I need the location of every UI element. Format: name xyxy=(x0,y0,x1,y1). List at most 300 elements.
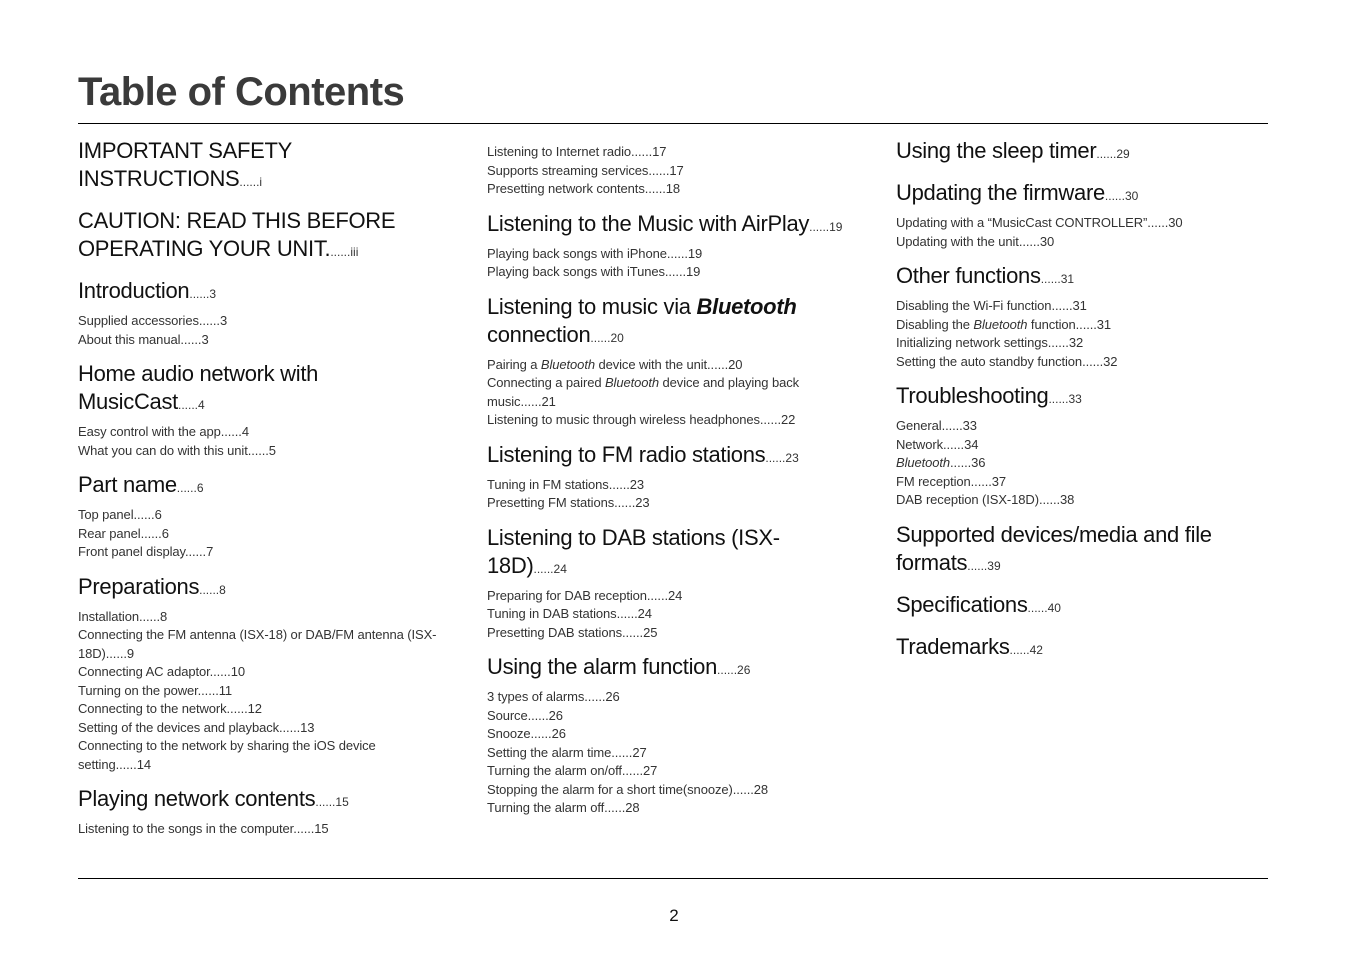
subsection-page-number: 32 xyxy=(1068,335,1084,350)
subsection-text: Setting the alarm time xyxy=(487,744,612,760)
subsection-page-number: 17 xyxy=(669,162,684,178)
subsection-page-number: 19 xyxy=(687,245,703,261)
leader-dots: ...... xyxy=(115,756,137,772)
subsection-page-number: 31 xyxy=(1096,316,1112,332)
subsection-list xyxy=(487,587,857,643)
section-page-number: 26 xyxy=(737,663,751,677)
leader-dots: ...... xyxy=(209,664,231,679)
leader-dots: ...... xyxy=(1075,316,1097,332)
toc-section xyxy=(78,785,448,839)
section-title: Playing network contents xyxy=(78,786,316,811)
subsection-list xyxy=(487,476,857,513)
section-title: Part name xyxy=(78,472,177,497)
subsection-text: Presetting FM stations xyxy=(487,495,615,510)
leader-dots: ...... xyxy=(520,393,542,409)
section-heading-link[interactable] xyxy=(487,653,857,684)
subsection-link[interactable] xyxy=(487,624,857,643)
leader-dots: ...... xyxy=(614,495,636,510)
section-title: Listening to DAB stations (ISX-18D) xyxy=(487,524,780,578)
toc-section xyxy=(78,360,448,460)
subsection-page-number: 18 xyxy=(665,181,681,196)
subsection-link[interactable] xyxy=(896,436,1268,455)
subsection-link[interactable] xyxy=(487,245,857,264)
leader-dots: ...... xyxy=(666,245,688,261)
leader-dots: ...... xyxy=(279,719,301,735)
section-page-number: 40 xyxy=(1047,600,1061,615)
leader-dots: ...... xyxy=(527,707,549,723)
subsection-link[interactable] xyxy=(487,356,857,375)
section-heading-link[interactable] xyxy=(78,360,448,419)
section-title: Listening to music via xyxy=(487,293,691,319)
section-page-number: 29 xyxy=(1116,147,1130,161)
toc-section xyxy=(896,633,1268,664)
subsection-link[interactable] xyxy=(78,682,448,701)
subsection-link[interactable] xyxy=(487,587,857,606)
subsection-text: Playing back songs with iPhone xyxy=(487,245,667,261)
subsection-text: About this manual xyxy=(78,331,181,347)
section-title: Listening to the Music with AirPlay xyxy=(487,210,810,236)
section-title: Updating the firmware xyxy=(896,180,1105,205)
toc-section xyxy=(487,293,857,430)
subsection-link[interactable] xyxy=(896,473,1268,492)
leader-dots: ...... xyxy=(967,558,988,573)
subsection-list xyxy=(78,506,448,562)
subsection-link[interactable] xyxy=(487,744,857,763)
subsection-link[interactable] xyxy=(487,162,857,181)
subsection-text: Disabling the xyxy=(896,316,974,332)
subsection-text: Listening to Internet radio xyxy=(487,144,632,159)
subsection-link[interactable] xyxy=(896,417,1268,436)
leader-dots: ...... xyxy=(197,682,219,698)
leader-dots: ...... xyxy=(226,701,248,716)
section-title: Using the alarm function xyxy=(487,654,718,679)
section-page-number: 20 xyxy=(610,330,624,345)
section-page-number: iii xyxy=(350,245,359,259)
subsection-link[interactable] xyxy=(487,725,857,744)
subsection-page-number: 28 xyxy=(625,800,640,815)
toc-section xyxy=(78,277,448,349)
top-divider xyxy=(78,123,1268,124)
subsection-text: Connecting the FM antenna (ISX-18) or DAB/FM antenna (ISX-18D) xyxy=(78,627,437,661)
section-title: Using the sleep timer xyxy=(896,138,1097,163)
subsection-link[interactable] xyxy=(896,334,1268,353)
subsection-page-number: 15 xyxy=(314,821,329,836)
toc-section xyxy=(78,573,448,775)
leader-dots: ...... xyxy=(1048,392,1069,406)
section-heading-link[interactable] xyxy=(487,210,857,241)
leader-dots: ...... xyxy=(707,356,729,372)
subsection-page-number: 26 xyxy=(605,689,620,704)
subsection-link[interactable] xyxy=(896,353,1268,372)
leader-dots: ...... xyxy=(105,645,127,661)
toc-section xyxy=(78,471,448,562)
subsection-text: Disabling the Wi-Fi function xyxy=(896,298,1052,313)
leader-dots: ...... xyxy=(732,781,754,797)
leader-dots: ...... xyxy=(622,624,644,640)
subsection-text: Setting of the devices and playback xyxy=(78,719,280,735)
section-page-number: 23 xyxy=(785,450,799,465)
subsection-page-number: 26 xyxy=(548,707,563,723)
subsection-list xyxy=(487,245,857,282)
subsection-text: Playing back songs with iTunes xyxy=(487,264,665,279)
subsection-text: Connecting a paired xyxy=(487,375,605,390)
toc-section xyxy=(78,207,448,266)
leader-dots: ...... xyxy=(189,287,210,301)
section-title: IMPORTANT SAFETY INSTRUCTIONS xyxy=(78,138,292,191)
subsection-link[interactable] xyxy=(896,316,1268,335)
subsection-text: Turning the alarm off xyxy=(487,800,605,815)
subsection-text: Presetting DAB stations xyxy=(487,624,622,640)
leader-dots: ...... xyxy=(584,689,606,704)
section-title-emphasis: Bluetooth xyxy=(696,293,797,319)
subsection-page-number: 17 xyxy=(652,144,667,159)
leader-dots: ...... xyxy=(330,245,351,259)
leader-dots: ...... xyxy=(941,418,963,433)
subsection-text: 3 types of alarms xyxy=(487,689,585,704)
section-heading-link[interactable] xyxy=(487,293,857,352)
subsection-page-number: 24 xyxy=(637,606,652,621)
subsection-link[interactable] xyxy=(78,312,448,331)
subsection-page-number: 23 xyxy=(629,476,645,492)
subsection-text: Listening to the songs in the computer xyxy=(78,821,294,836)
subsection-page-number: 26 xyxy=(551,726,566,741)
subsection-page-number: 22 xyxy=(780,412,796,427)
subsection-text: Connecting to the network by sharing the iOS device setting xyxy=(78,738,376,772)
section-page-number: 30 xyxy=(1124,189,1139,203)
subsection-page-number: 37 xyxy=(991,473,1007,489)
subsection-text: Pairing a xyxy=(487,356,541,372)
subsection-text-tail: device and playing back music xyxy=(487,375,800,409)
subsection-page-number: 25 xyxy=(643,624,658,640)
subsection-text: FM reception xyxy=(896,473,971,489)
subsection-page-number: 27 xyxy=(642,763,658,778)
page-title: Table of Contents xyxy=(78,70,405,114)
subsection-page-number: 3 xyxy=(201,331,209,347)
subsection-list xyxy=(78,312,448,349)
toc-section xyxy=(896,179,1268,251)
subsection-page-number: 13 xyxy=(300,719,315,735)
section-page-number: 31 xyxy=(1060,272,1075,286)
leader-dots: ...... xyxy=(644,181,666,196)
subsection-link[interactable] xyxy=(78,719,448,738)
subsection-text-tail: function xyxy=(1027,316,1076,332)
leader-dots: ...... xyxy=(950,455,972,470)
section-heading-link[interactable] xyxy=(896,179,1268,210)
subsection-link[interactable] xyxy=(487,762,857,781)
subsection-link[interactable] xyxy=(487,707,857,726)
subsection-text: Setting the auto standby function xyxy=(896,353,1083,369)
subsection-emphasis: Bluetooth xyxy=(604,375,660,390)
subsection-page-number: 28 xyxy=(753,781,769,797)
leader-dots: ...... xyxy=(616,606,638,621)
section-title: Home audio network with MusicCast xyxy=(78,361,319,414)
toc-section xyxy=(487,143,857,199)
leader-dots: ...... xyxy=(138,608,161,624)
leader-dots: ...... xyxy=(970,473,992,489)
section-heading-link[interactable] xyxy=(896,382,1268,413)
subsection-text: Presetting network contents xyxy=(487,181,645,196)
subsection-link[interactable] xyxy=(78,442,448,461)
subsection-page-number: 31 xyxy=(1072,298,1087,313)
subsection-link[interactable] xyxy=(487,374,857,411)
subsection-page-number: 9 xyxy=(126,645,134,661)
subsection-text: Preparing for DAB reception xyxy=(487,587,647,603)
subsection-page-number: 23 xyxy=(635,495,650,510)
subsection-link[interactable] xyxy=(487,799,857,818)
section-heading-link[interactable] xyxy=(896,591,1268,622)
subsection-page-number: 3 xyxy=(219,313,228,328)
subsection-link[interactable] xyxy=(78,820,448,839)
subsection-page-number: 33 xyxy=(962,418,977,433)
subsection-link[interactable] xyxy=(487,605,857,624)
leader-dots: ...... xyxy=(809,219,830,234)
subsection-text: Turning on the power xyxy=(78,682,198,698)
subsection-list xyxy=(78,608,448,775)
section-heading-link[interactable] xyxy=(896,633,1268,664)
toc-section xyxy=(896,591,1268,622)
subsection-link[interactable] xyxy=(896,233,1268,252)
subsection-link[interactable] xyxy=(78,543,448,562)
leader-dots: ...... xyxy=(184,544,207,559)
subsection-page-number: 11 xyxy=(218,682,233,698)
section-heading-link[interactable] xyxy=(896,137,1268,168)
subsection-page-number: 19 xyxy=(685,264,701,279)
leader-dots: ...... xyxy=(1051,298,1073,313)
section-page-number: 4 xyxy=(198,398,205,412)
subsection-link[interactable] xyxy=(78,525,448,544)
subsection-emphasis: Bluetooth xyxy=(540,356,595,372)
subsection-text-tail: device with the unit xyxy=(594,356,708,372)
leader-dots: ...... xyxy=(717,663,738,677)
subsection-link[interactable] xyxy=(78,423,448,442)
section-page-number: 39 xyxy=(987,558,1001,573)
section-heading-link[interactable] xyxy=(896,521,1268,580)
subsection-text: General xyxy=(896,418,942,433)
subsection-link[interactable] xyxy=(78,700,448,719)
leader-dots: ...... xyxy=(942,436,965,452)
section-page-number: 42 xyxy=(1029,642,1043,657)
subsection-page-number: 34 xyxy=(964,436,979,452)
subsection-link[interactable] xyxy=(487,688,857,707)
leader-dots: ...... xyxy=(293,821,315,836)
section-title: Supported devices/media and file formats xyxy=(896,521,1212,575)
toc-column-2 xyxy=(487,137,857,829)
leader-dots: ...... xyxy=(180,331,202,347)
subsection-page-number: 20 xyxy=(728,356,743,372)
bottom-divider xyxy=(78,878,1268,879)
section-page-number: 8 xyxy=(219,582,226,597)
subsection-link[interactable] xyxy=(487,476,857,495)
page-number: 2 xyxy=(669,906,679,925)
subsection-link[interactable] xyxy=(487,143,857,162)
leader-dots: ...... xyxy=(530,726,552,741)
section-title: CAUTION: READ THIS BEFORE OPERATING YOUR UNIT. xyxy=(78,208,396,261)
subsection-emphasis: Bluetooth xyxy=(896,455,951,470)
leader-dots: ...... xyxy=(611,744,633,760)
subsection-text: Tuning in DAB stations xyxy=(487,606,617,621)
subsection-list xyxy=(78,820,448,839)
subsection-link[interactable] xyxy=(487,411,857,430)
section-page-number: 15 xyxy=(335,795,349,809)
toc-column-3 xyxy=(896,137,1268,675)
leader-dots: ...... xyxy=(1018,233,1040,249)
leader-dots: ...... xyxy=(646,587,668,603)
subsection-text: Initializing network settings xyxy=(896,335,1048,350)
section-heading-link[interactable] xyxy=(896,262,1268,293)
subsection-link[interactable] xyxy=(487,494,857,513)
section-page-number: i xyxy=(259,175,263,189)
subsection-link[interactable] xyxy=(78,626,448,663)
subsection-text: Top panel xyxy=(78,507,134,522)
subsection-page-number: 5 xyxy=(268,442,276,458)
toc-section xyxy=(78,137,448,196)
subsection-page-number: 24 xyxy=(667,587,683,603)
section-title: Troubleshooting xyxy=(896,383,1049,408)
leader-dots: ...... xyxy=(631,144,653,159)
section-heading-link[interactable] xyxy=(78,137,448,196)
toc-section xyxy=(487,210,857,282)
subsection-text: Snooze xyxy=(487,726,531,741)
leader-dots: ...... xyxy=(176,481,197,495)
section-heading-link[interactable] xyxy=(487,441,857,472)
subsection-link[interactable] xyxy=(78,331,448,350)
leader-dots: ...... xyxy=(315,795,336,809)
subsection-list xyxy=(78,423,448,460)
leader-dots: ...... xyxy=(247,442,269,458)
leader-dots: ...... xyxy=(198,313,220,328)
subsection-text: Tuning in FM stations xyxy=(487,476,609,492)
subsection-link[interactable] xyxy=(78,663,448,682)
toc-column-1 xyxy=(78,137,448,850)
subsection-link[interactable] xyxy=(78,506,448,525)
subsection-link[interactable] xyxy=(896,297,1268,316)
section-title: Listening to FM radio stations xyxy=(487,441,766,467)
leader-dots: ...... xyxy=(178,398,199,412)
subsection-page-number: 32 xyxy=(1103,353,1118,369)
subsection-text: Network xyxy=(896,436,943,452)
leader-dots: ...... xyxy=(1040,272,1061,286)
subsection-page-number: 8 xyxy=(160,608,168,624)
section-title: Other functions xyxy=(896,263,1041,288)
section-title: Specifications xyxy=(896,591,1028,617)
subsection-page-number: 12 xyxy=(247,701,262,716)
section-heading-link[interactable] xyxy=(78,573,448,604)
subsection-text: Turning the alarm on/off xyxy=(487,763,622,778)
subsection-text: Installation xyxy=(78,608,139,624)
subsection-text: Supports streaming services xyxy=(487,162,649,178)
subsection-link[interactable] xyxy=(78,737,448,774)
subsection-text: Updating with the unit xyxy=(896,233,1019,249)
subsection-page-number: 14 xyxy=(136,756,151,772)
subsection-list xyxy=(896,297,1268,371)
section-title: Introduction xyxy=(78,278,190,303)
leader-dots: ...... xyxy=(199,582,220,597)
leader-dots: ...... xyxy=(239,175,260,189)
subsection-page-number: 6 xyxy=(161,525,169,541)
leader-dots: ...... xyxy=(759,412,781,427)
subsection-page-number: 6 xyxy=(154,507,162,522)
leader-dots: ...... xyxy=(664,264,686,279)
leader-dots: ...... xyxy=(621,763,643,778)
subsection-text: What you can do with this unit xyxy=(78,442,248,458)
leader-dots: ...... xyxy=(765,450,786,465)
section-page-number: 6 xyxy=(196,481,204,495)
subsection-link[interactable] xyxy=(896,454,1268,473)
subsection-page-number: 27 xyxy=(632,744,647,760)
section-heading-link[interactable] xyxy=(78,277,448,308)
subsection-page-number: 36 xyxy=(971,455,986,470)
leader-dots: ...... xyxy=(1147,215,1169,230)
subsection-text: Easy control with the app xyxy=(78,424,221,439)
subsection-text: Rear panel xyxy=(78,525,141,541)
leader-dots: ...... xyxy=(1027,600,1048,615)
section-heading-link[interactable] xyxy=(487,524,857,583)
subsection-list xyxy=(896,417,1268,510)
subsection-link[interactable] xyxy=(896,491,1268,510)
leader-dots: ...... xyxy=(220,424,242,439)
subsection-text: Supplied accessories xyxy=(78,313,199,328)
subsection-link[interactable] xyxy=(487,781,857,800)
toc-section xyxy=(896,137,1268,168)
section-title: Preparations xyxy=(78,573,200,599)
leader-dots: ...... xyxy=(533,561,554,576)
section-heading-link[interactable] xyxy=(78,207,448,266)
subsection-link[interactable] xyxy=(896,214,1268,233)
section-heading-link[interactable] xyxy=(78,471,448,502)
toc-section xyxy=(896,262,1268,371)
subsection-page-number: 30 xyxy=(1039,233,1055,249)
leader-dots: ...... xyxy=(648,162,670,178)
leader-dots: ...... xyxy=(1096,147,1117,161)
section-page-number: 3 xyxy=(209,287,217,301)
subsection-text: DAB reception (ISX-18D) xyxy=(896,492,1039,507)
leader-dots: ...... xyxy=(1047,335,1069,350)
toc-section xyxy=(487,653,857,818)
subsection-list xyxy=(896,214,1268,251)
subsection-link[interactable] xyxy=(78,608,448,627)
subsection-link[interactable] xyxy=(487,180,857,199)
section-page-number: 24 xyxy=(553,561,567,576)
subsection-page-number: 10 xyxy=(230,664,245,679)
toc-section xyxy=(487,441,857,513)
subsection-text: Source xyxy=(487,707,528,723)
subsection-text: Front panel display xyxy=(78,544,185,559)
subsection-text: Connecting AC adaptor xyxy=(78,664,210,679)
subsection-page-number: 4 xyxy=(241,424,249,439)
subsection-page-number: 7 xyxy=(206,544,214,559)
leader-dots: ...... xyxy=(590,330,611,345)
subsection-text: Connecting to the network xyxy=(78,701,227,716)
leader-dots: ...... xyxy=(1082,353,1104,369)
section-heading-link[interactable] xyxy=(78,785,448,816)
toc-section xyxy=(896,521,1268,580)
toc-section xyxy=(487,524,857,643)
leader-dots: ...... xyxy=(604,800,626,815)
toc-section xyxy=(896,382,1268,510)
subsection-list xyxy=(487,356,857,430)
section-page-number: 19 xyxy=(829,219,843,234)
subsection-page-number: 30 xyxy=(1168,215,1183,230)
subsection-page-number: 38 xyxy=(1060,492,1075,507)
subsection-list xyxy=(487,688,857,818)
leader-dots: ...... xyxy=(1038,492,1061,507)
section-title: Trademarks xyxy=(896,633,1010,659)
subsection-text: Stopping the alarm for a short time(snooze) xyxy=(487,781,733,797)
section-title-tail: connection xyxy=(487,321,591,347)
subsection-list xyxy=(487,143,857,199)
subsection-link[interactable] xyxy=(487,263,857,282)
leader-dots: ...... xyxy=(1009,642,1030,657)
